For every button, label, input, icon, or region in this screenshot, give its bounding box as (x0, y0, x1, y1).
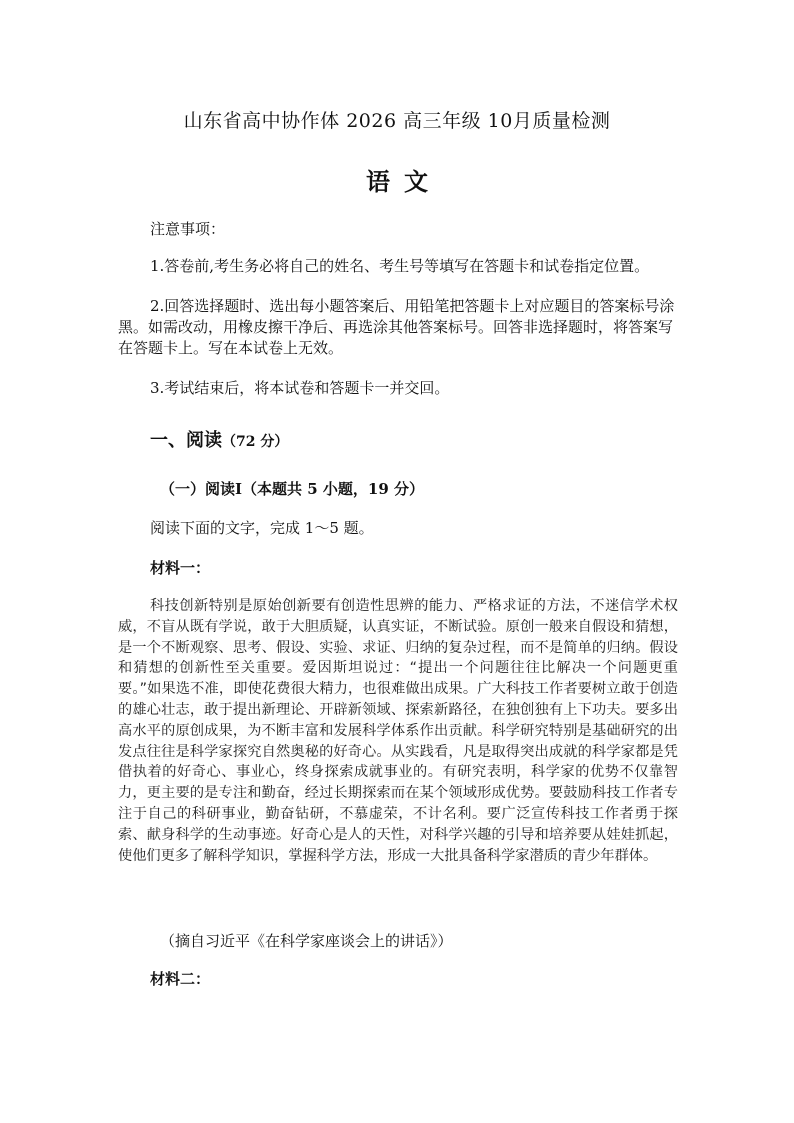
subject-title: 语文 (366, 167, 442, 196)
notes-heading: 注意事项： (150, 220, 226, 238)
reading-instruction: 阅读下面的文字，完成 1～5 题。 (150, 519, 374, 537)
material-1-source: （摘自习近平《在科学家座谈会上的讲话》） (160, 932, 453, 950)
note-item-1: 1.答卷前,考生务必将自己的姓名、考生号等填写在答题卡和试卷指定位置。 (150, 257, 650, 275)
note-item-2: 2.回答选择题时、选出每小题答案后、用铅笔把答题卡上对应题目的答案标号涂黑。如需改动，用橡皮擦干净后、再选涂其他答案标号。回答非选择题时，将答案写在答题卡上。写在本试卷上无效。 (118, 297, 675, 357)
section-heading (150, 426, 288, 452)
note-item-3: 3.考试结束后，将本试卷和答题卡一并交回。 (150, 379, 450, 397)
material-1-label: 材料一： (150, 559, 211, 577)
material-2-label: 材料二： (150, 970, 211, 988)
material-1-text: 科技创新特别是原始创新要有创造性思辨的能力、严格求证的方法，不迷信学术权威，不盲从既有学说，敢于大胆质疑，认真实证，不断试验。原创一般来自假设和猜想，是一个不断观察、思考、假设、实验、求证、归纳的复杂过程，而不是简单的归纳。假设和猜想的创新性至关重要。爱因斯坦说过：“提出一个问题往往比解决一个问题更重要。”如果选不准，即使花费很大精力，也很难做出成果。广大科技工作者要树立敢于创造的雄心壮志，敢于提出新理论、开辟新领域、探索新路径，在独创独有上下功夫。要多出高水平的原创成果，为不断丰富和发展科学体系作出贡献。科学研究特别是基础研究的出发点往往是科学家探究自然奥秘的好奇心。从实践看，凡是取得突出成就的科学家都是凭借执着的好奇心、事业心，终身探索成就事业的。有研究表明，科学家的优势不仅靠智力，更主要的是专注和勤奋，经过长期探索而在某个领域形成优势。要鼓励科技工作者专注于自己的科研事业，勤奋钻研，不慕虚荣，不计名利。要广泛宣传科技工作者勇于探索、献身科学的生动事迹。好奇心是人的天性，对科学兴趣的引导和培养要从娃娃抓起，使他们更多了解科学知识，掌握科学方法，形成一大批具备科学家潜质的青少年群体。 (118, 598, 678, 864)
section-title: 一、阅读 (150, 430, 222, 451)
section-points: （72 分） (222, 434, 289, 450)
exam-title: 山东省高中协作体 2026 高三年级 10月质量检测 (183, 110, 611, 132)
part-heading: （一）阅读Ⅰ（本题共 5 小题，19 分） (160, 480, 424, 498)
